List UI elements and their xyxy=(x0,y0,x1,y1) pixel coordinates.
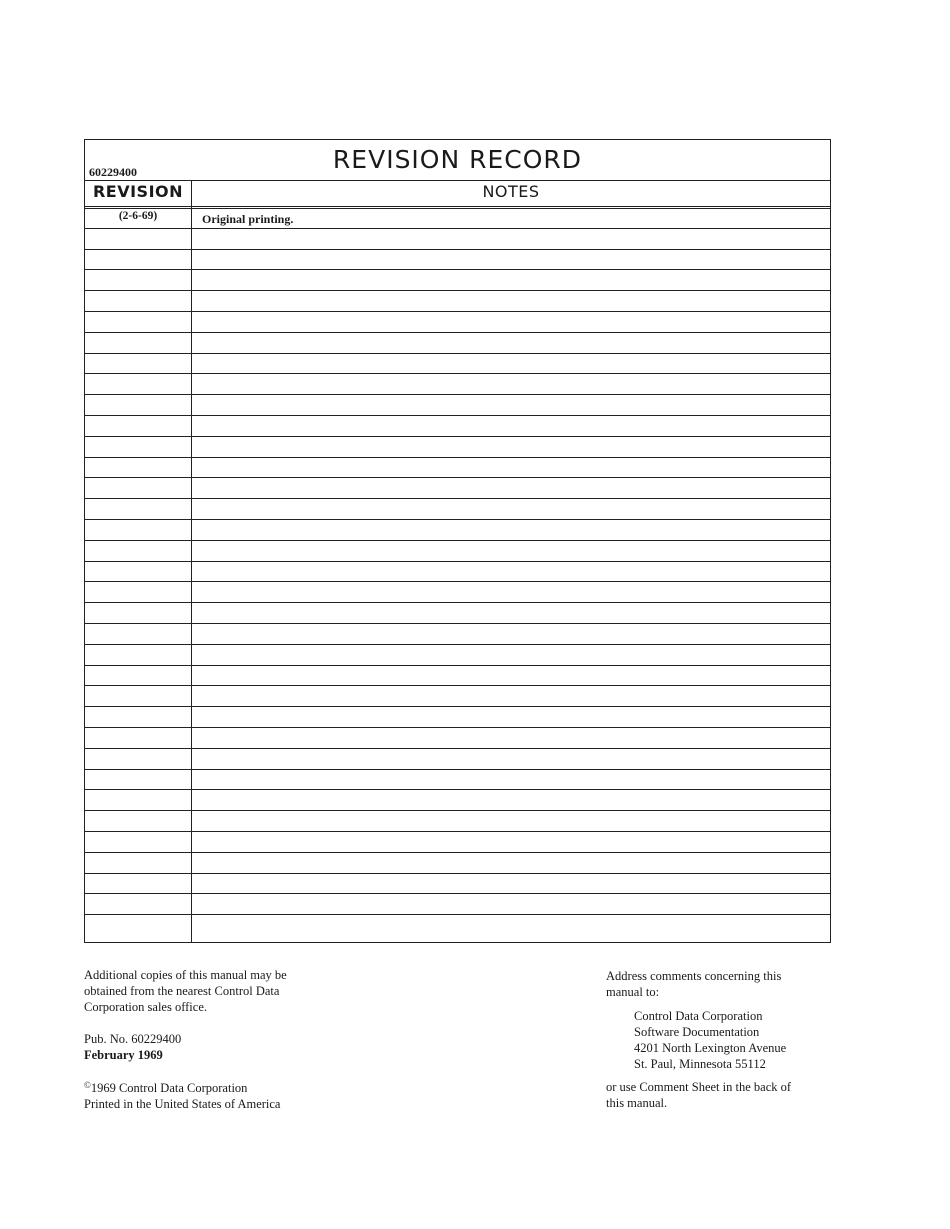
table-row xyxy=(85,645,830,666)
table-row xyxy=(85,874,830,895)
table-row xyxy=(85,250,830,271)
footer-left xyxy=(84,967,344,1112)
table-row xyxy=(85,666,830,687)
table-row xyxy=(85,354,830,375)
notes-cell: Original printing. xyxy=(202,212,294,226)
table-row xyxy=(85,395,830,416)
page-title: REVISION RECORD xyxy=(332,145,583,174)
table-row xyxy=(85,416,830,437)
footer-right xyxy=(606,968,842,1111)
revision-column-header: REVISION xyxy=(92,182,184,201)
table-row xyxy=(85,208,830,229)
table-row xyxy=(85,437,830,458)
mailing-address xyxy=(606,1008,842,1072)
table-row xyxy=(85,603,830,624)
pub-date: February 1969 xyxy=(84,1048,163,1062)
address-intro: manual to: xyxy=(606,985,660,999)
printed-line: Printed in the United States of America xyxy=(84,1097,281,1111)
table-row xyxy=(85,894,830,915)
comment-note-line: this manual. xyxy=(606,1096,668,1110)
table-row xyxy=(85,458,830,479)
doc-number: 60229400 xyxy=(89,165,137,179)
table-row xyxy=(85,312,830,333)
revision-rows xyxy=(85,208,830,936)
table-row xyxy=(85,499,830,520)
comment-note-line: or use Comment Sheet in the back of xyxy=(606,1080,792,1094)
address-intro: Address comments concerning this xyxy=(606,969,782,983)
table-row xyxy=(85,270,830,291)
table-row xyxy=(85,562,830,583)
revision-record-form xyxy=(84,139,831,943)
table-row xyxy=(85,790,830,811)
column-header-row xyxy=(85,180,830,209)
address-org: Control Data Corporation xyxy=(634,1009,763,1023)
notes-column-header: NOTES xyxy=(482,182,540,201)
table-row xyxy=(85,374,830,395)
table-row xyxy=(85,707,830,728)
table-row xyxy=(85,915,830,936)
address-dept: Software Documentation xyxy=(634,1025,760,1039)
copyright-text: 1969 Control Data Corporation xyxy=(90,1081,248,1095)
table-row xyxy=(85,728,830,749)
table-row xyxy=(85,770,830,791)
copyright-symbol: © xyxy=(84,1080,91,1090)
copies-line: obtained from the nearest Control Data xyxy=(84,984,280,998)
publication-info xyxy=(84,1031,344,1063)
table-row xyxy=(85,291,830,312)
table-row xyxy=(85,541,830,562)
pub-label: Pub. No. xyxy=(84,1032,129,1046)
table-row xyxy=(85,624,830,645)
table-row xyxy=(85,582,830,603)
table-row xyxy=(85,853,830,874)
title-row xyxy=(85,140,830,181)
address-city: St. Paul, Minnesota 55112 xyxy=(634,1057,766,1071)
address-street: 4201 North Lexington Avenue xyxy=(634,1041,787,1055)
revision-cell: (2-6-69) xyxy=(118,210,158,222)
table-row xyxy=(85,749,830,770)
comment-sheet-note xyxy=(606,1079,842,1111)
table-row xyxy=(85,520,830,541)
table-row xyxy=(85,811,830,832)
table-row xyxy=(85,478,830,499)
pub-number: 60229400 xyxy=(131,1032,182,1046)
table-row xyxy=(85,686,830,707)
copies-line: Corporation sales office. xyxy=(84,1000,207,1014)
table-row xyxy=(85,333,830,354)
table-row xyxy=(85,832,830,853)
copyright xyxy=(84,1077,344,1112)
copies-line: Additional copies of this manual may be xyxy=(84,968,287,982)
table-row xyxy=(85,229,830,250)
